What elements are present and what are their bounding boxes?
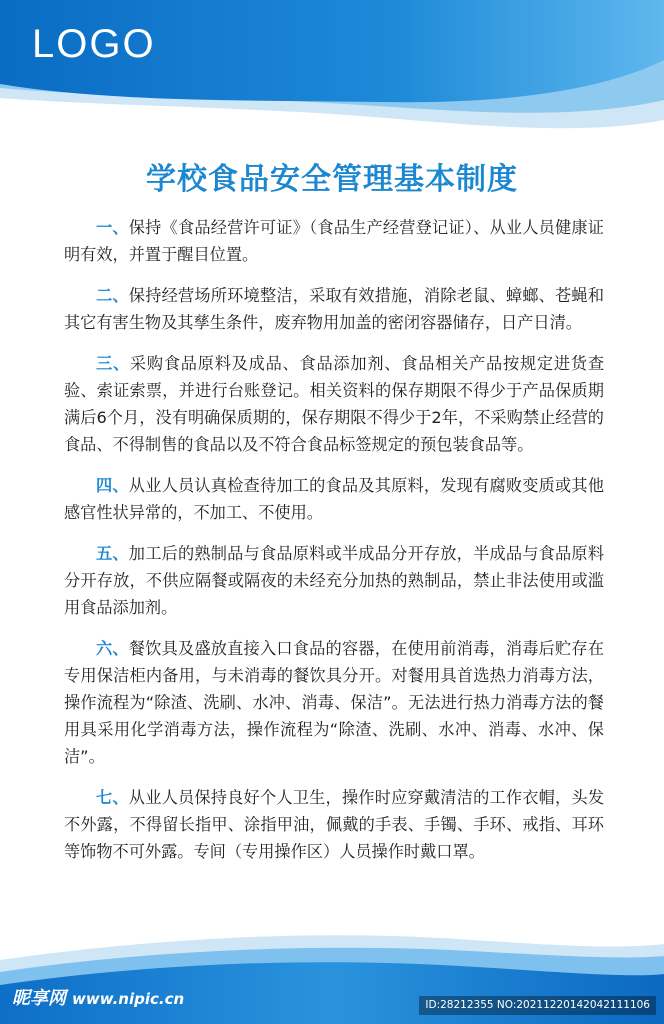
paragraph-4	[64, 472, 604, 526]
paragraph-7	[64, 784, 604, 865]
paragraph-number: 六、	[96, 639, 129, 658]
watermark-site: www.nipic.cn	[72, 990, 185, 1008]
paragraph-number: 四、	[96, 476, 129, 495]
logo-text: LOGO	[32, 22, 156, 66]
paragraph-number: 三、	[96, 354, 130, 373]
paragraph-number: 七、	[96, 788, 129, 807]
paragraph-1	[64, 214, 604, 268]
paragraph-3	[64, 350, 604, 458]
paragraph-5	[64, 540, 604, 621]
paragraph-text: 从业人员保持良好个人卫生，操作时应穿戴清洁的工作衣帽，头发不外露，不得留长指甲、涂指甲油，佩戴的手表、手镯、手环、戒指、耳环等饰物不可外露。专间（专用操作区）人员操作时戴口罩。	[64, 788, 605, 861]
paragraph-text: 采购食品原料及成品、食品添加剂、食品相关产品按规定进货查验、索证索票，并进行台账登记。相关资料的保存期限不得少于产品保质期满后6个月，没有明确保质期的，保存期限不得少于2年，不采购禁止经营的食品、不得制售的食品以及不符合食品标签规定的预包装食品等。	[64, 354, 605, 454]
paragraph-text: 保持经营场所环境整洁，采取有效措施，消除老鼠、蟑螂、苍蝇和其它有害生物及其孳生条件，废弃物用加盖的密闭容器储存，日产日清。	[64, 286, 605, 332]
watermark-brand-name: 昵享网	[12, 988, 66, 1009]
paragraph-number: 一、	[96, 218, 129, 237]
paragraph-text: 从业人员认真检查待加工的食品及其原料，发现有腐败变质或其他感官性状异常的，不加工、不使用。	[64, 476, 605, 522]
paragraph-number: 五、	[96, 544, 129, 563]
watermark-brand	[12, 990, 184, 1008]
paragraph-text: 保持《食品经营许可证》（食品生产经营登记证）、从业人员健康证明有效，并置于醒目位置。	[64, 218, 604, 264]
paragraph-text: 餐饮具及盛放直接入口食品的容器，在使用前消毒，消毒后贮存在专用保洁柜内备用，与未消毒的餐饮具分开。对餐用具首选热力消毒方法，操作流程为“除渣、洗刷、水冲、消毒、保洁”。无法进行热力消毒方法的餐用具采用化学消毒方法，操作流程为“除渣、洗刷、水冲、消毒、水冲、保洁”。	[64, 639, 605, 766]
watermark-id: ID:28212355 NO:20211220142042111106	[419, 996, 656, 1015]
page-title: 学校食品安全管理基本制度	[146, 162, 518, 198]
paragraph-6	[64, 635, 604, 770]
paragraph-number: 二、	[96, 286, 129, 305]
paragraph-2	[64, 282, 604, 336]
paragraph-text: 加工后的熟制品与食品原料或半成品分开存放，半成品与食品原料分开存放，不供应隔餐或隔夜的未经充分加热的熟制品，禁止非法使用或滥用食品添加剂。	[64, 544, 605, 617]
regulations-body	[64, 214, 604, 879]
